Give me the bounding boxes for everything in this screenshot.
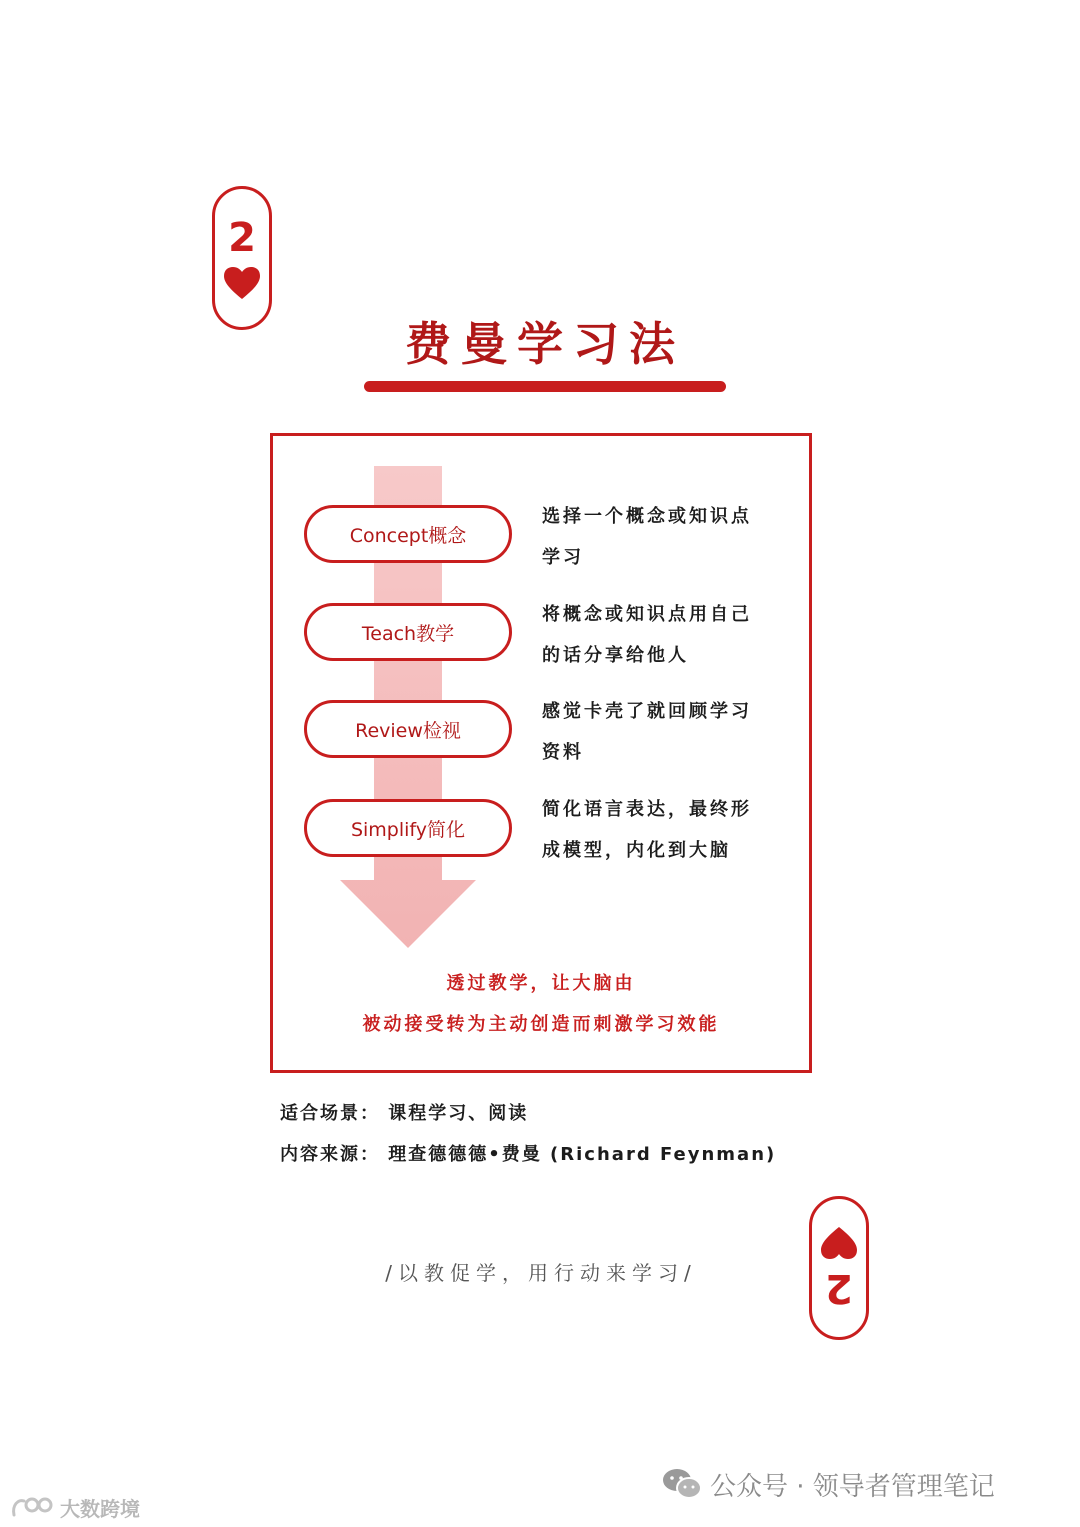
logo-icon <box>10 1495 54 1519</box>
wechat-watermark <box>662 1462 995 1506</box>
scene-label: 适合场景： <box>280 1103 380 1124</box>
wechat-watermark-text: 公众号 · 领导者管理笔记 <box>710 1471 995 1502</box>
slogan: /以教促学，用行动来学习/ <box>385 1261 697 1285</box>
step-teach-pill: Teach教学 <box>304 603 512 661</box>
step-teach-desc <box>542 594 782 676</box>
source-label: 内容来源： <box>280 1144 380 1165</box>
step-simplify-desc <box>542 789 782 871</box>
wechat-icon <box>662 1467 702 1501</box>
step-concept-desc-line2: 学习 <box>542 547 584 568</box>
heart-icon <box>820 1226 858 1260</box>
step-concept-desc <box>542 496 782 578</box>
card-corner-top <box>212 186 272 330</box>
quote-line1: 透过教学，让大脑由 <box>446 973 636 994</box>
step-teach-desc-line1: 将概念或知识点用自己 <box>542 604 752 625</box>
page-title: 费曼学习法 <box>405 317 685 371</box>
heart-icon <box>223 266 261 300</box>
scene-row <box>280 1099 528 1129</box>
step-teach-desc-line2: 的话分享给他人 <box>542 645 689 666</box>
card-rank: 2 <box>228 215 256 261</box>
step-concept-desc-line1: 选择一个概念或知识点 <box>542 506 752 527</box>
step-concept-pill: Concept概念 <box>304 505 512 563</box>
source-row <box>280 1140 776 1170</box>
step-review-desc-line1: 感觉卡壳了就回顾学习 <box>542 701 752 722</box>
step-review-desc <box>542 691 782 773</box>
scene-value: 课程学习、阅读 <box>388 1103 529 1124</box>
step-simplify-pill: Simplify简化 <box>304 799 512 857</box>
step-simplify-desc-line1: 简化语言表达，最终形 <box>542 799 752 820</box>
step-simplify-desc-line2: 成模型，内化到大脑 <box>542 840 731 861</box>
card-rank-bottom: 2 <box>825 1265 853 1311</box>
quote-line2: 被动接受转为主动创造而刺激学习效能 <box>362 1014 720 1035</box>
title-underline <box>364 381 726 392</box>
card-corner-bottom <box>809 1196 869 1340</box>
logo-watermark <box>10 1492 140 1522</box>
step-review-pill: Review检视 <box>304 700 512 758</box>
step-review-desc-line2: 资料 <box>542 742 584 763</box>
source-value: 理查德德德•费曼 (Richard Feynman) <box>388 1144 777 1165</box>
logo-watermark-text: 大数跨境 <box>60 1496 140 1521</box>
